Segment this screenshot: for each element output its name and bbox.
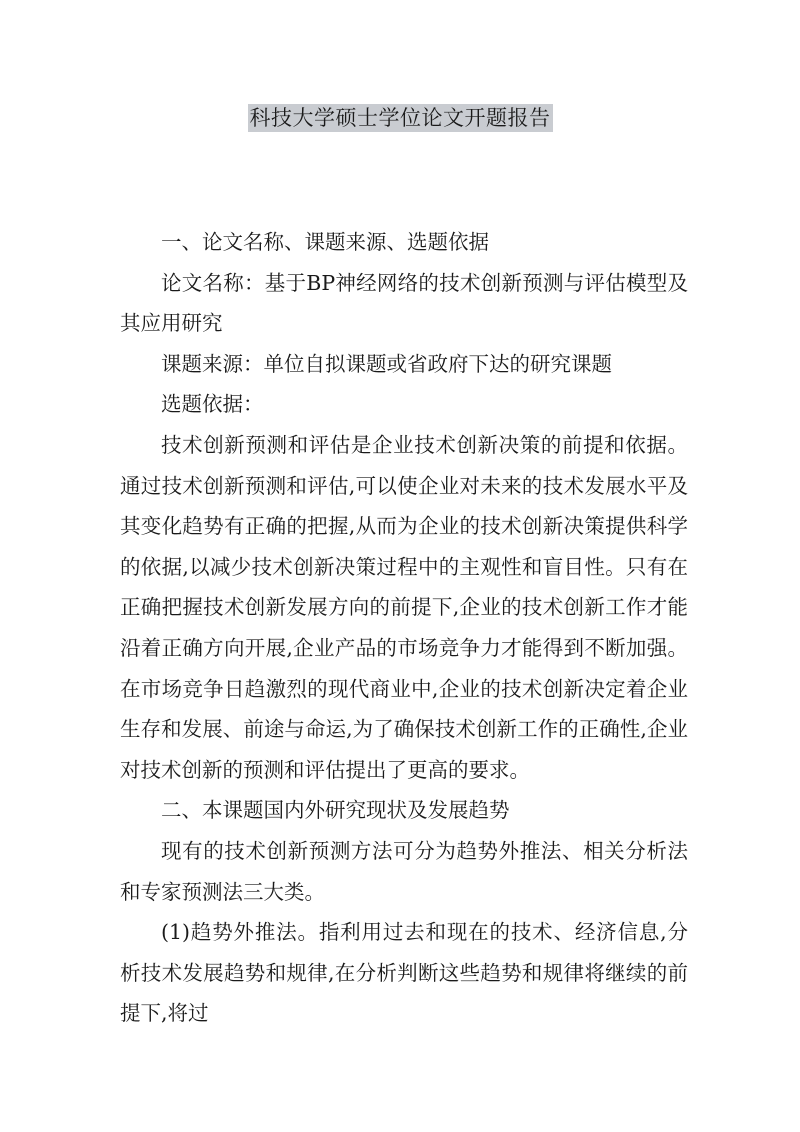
section-1-heading: 一、论文名称、课题来源、选题依据 xyxy=(161,230,489,254)
topic-source-line xyxy=(120,344,688,385)
page-title[interactable]: 科技大学硕士学位论文开题报告 xyxy=(249,106,551,130)
basis-paragraph: 技术创新预测和评估是企业技术创新决策的前提和依据。通过技术创新预测和评估,可以使企业对未来的技术发展水平及其变化趋势有正确的把握,从而为企业的技术创新决策提供科学的依据,以减少技术创新决策过程中的主观性和盲目性。只有在正确把握技术创新发展方向的前提下,企业的技术创新工作才能沿着正确方向开展,企业产品的市场竞争力才能得到不断加强。在市场竞争日趋激烈的现代商业中,企业的技术创新决定着企业生存和发展、前途与命运,为了确保技术创新工作的正确性,企业对技术创新的预测和评估提出了更高的要求。 xyxy=(120,432,688,782)
basis-label: 选题依据： xyxy=(161,392,264,417)
methods-paragraph: 现有的技术创新预测方法可分为趋势外推法、相关分析法和专家预测法三大类。 xyxy=(120,838,688,904)
section-2-heading: 二、本课题国内外研究现状及发展趋势 xyxy=(161,798,510,823)
title-container xyxy=(0,104,800,132)
thesis-name-value: 基于BP神经网络的技术创新预测与评估模型及其应用研究 xyxy=(120,270,688,336)
thesis-name-label: 论文名称： xyxy=(161,270,265,295)
document-body xyxy=(120,222,688,1034)
trend-extrapolation-paragraph: (1)趋势外推法。指利用过去和现在的技术、经济信息,分析技术发展趋势和规律,在分析判断这些趋势和规律将继续的前提下,将过 xyxy=(120,920,688,1026)
topic-source-label: 课题来源： xyxy=(161,351,264,376)
thesis-name-line xyxy=(120,263,688,344)
topic-source-value: 单位自拟课题或省政府下达的研究课题 xyxy=(263,351,612,376)
